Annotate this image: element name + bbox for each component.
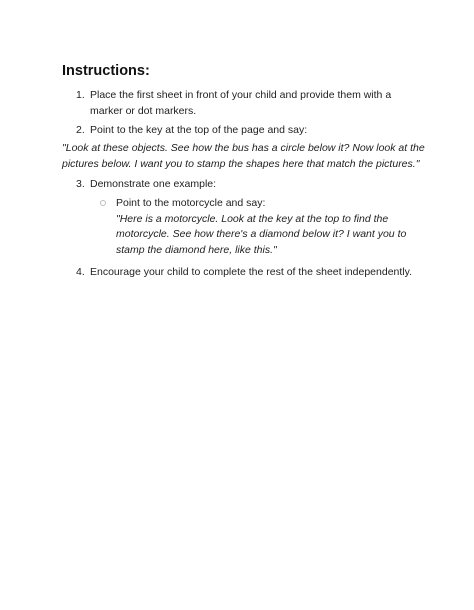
step-2-text: Point to the key at the top of the page and say:: [90, 124, 308, 136]
instructions-heading: Instructions:: [62, 63, 150, 79]
step-1-line-2: marker or dot markers.: [90, 104, 197, 117]
motorcycle-quote: [116, 212, 407, 259]
motorcycle-quote-line-3: stamp the diamond here, like this.": [116, 243, 277, 256]
step-1: [76, 88, 416, 120]
example-intro: Point to the motorcycle and say:: [116, 197, 266, 209]
bus-quote: [62, 141, 425, 172]
step-2: [76, 123, 396, 139]
step-3: [76, 177, 376, 193]
step-4: [76, 265, 436, 281]
step-4-text: Encourage your child to complete the rest of the sheet independently.: [90, 266, 413, 278]
bullet-circle-icon: [100, 200, 106, 206]
bus-quote-line-1: "Look at these objects. See how the bus has a circle below it? Now look at the: [62, 142, 425, 154]
step-1-line-1: Place the first sheet in front of your child and provide them with a: [90, 89, 392, 101]
step-1-number: 1.: [76, 89, 85, 101]
bus-quote-line-2: pictures below. I want you to stamp the shapes here that match the pictures.": [62, 157, 420, 170]
step-2-number: 2.: [76, 124, 85, 136]
step-4-number: 4.: [76, 266, 85, 278]
step-3-number: 3.: [76, 178, 85, 190]
step-3-text: Demonstrate one example:: [90, 178, 217, 190]
motorcycle-quote-line-2: motorcycle. See how there's a diamond below it? I want you to: [116, 228, 407, 240]
motorcycle-quote-line-1: "Here is a motorcycle. Look at the key at the top to find the: [116, 212, 389, 225]
